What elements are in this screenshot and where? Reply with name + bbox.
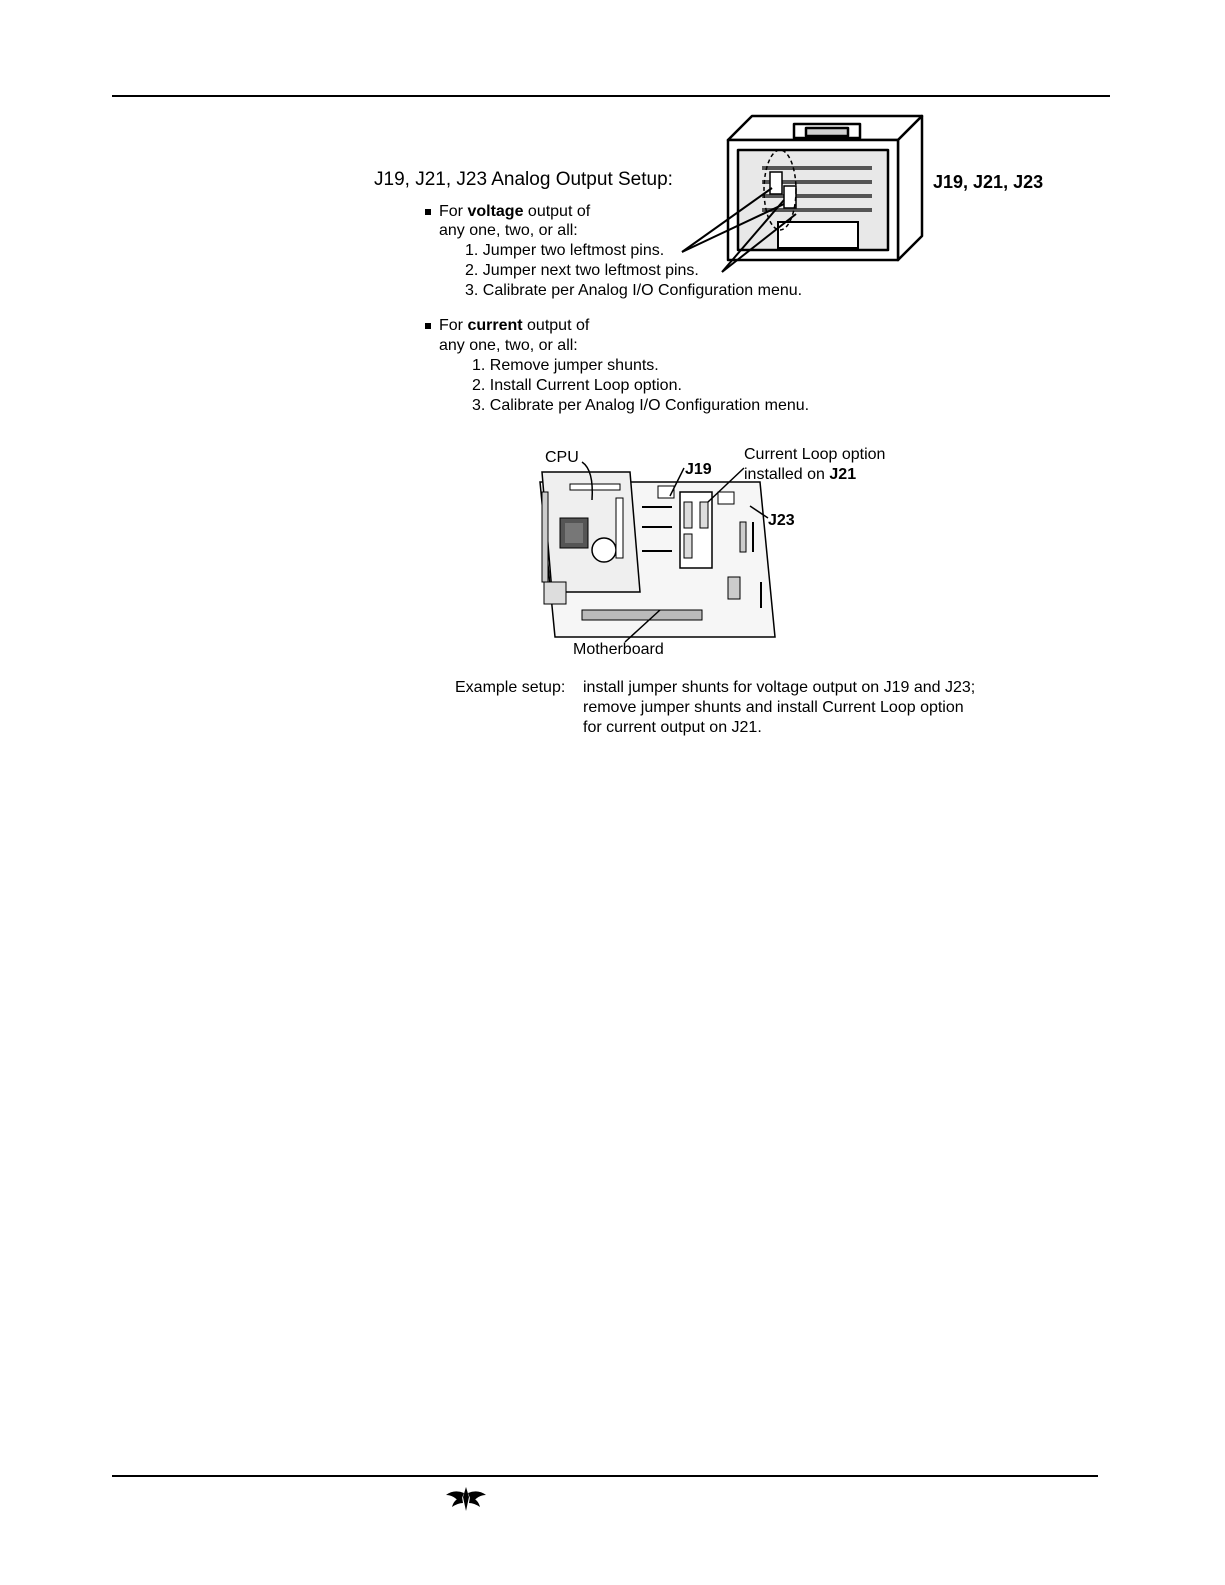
current-step: 1. Remove jumper shunts. [472,357,659,374]
teledyne-logo-icon [444,1483,488,1513]
voltage-keyword: voltage [467,203,524,220]
current-keyword: current [467,317,523,334]
current-prefix: For [439,317,468,334]
cpu-label: CPU [545,449,579,466]
caption-line2: remove jumper shunts and install Current Loop option [583,699,964,716]
voltage-prefix: For [439,203,468,220]
voltage-step: 3. Calibrate per Analog I/O Configuration menu. [465,282,803,299]
current-line2: any one, two, or all: [439,337,578,354]
j23-label: J23 [768,512,795,529]
caption-line3: for current output on J21. [583,719,762,736]
voltage-step: 1. Jumper two leftmost pins. [465,242,665,259]
current-step: 2. Install Current Loop option. [472,377,682,394]
current-loop-label-line2 [744,467,856,483]
connector-label: J19, J21, J23 [933,172,1044,192]
caption-line1: install jumper shunts for voltage output on J19 and J23; [583,679,976,696]
j19-label: J19 [685,461,712,478]
caption-label: Example setup: [455,679,566,696]
footer-rule [112,1475,1098,1477]
voltage-suffix: output of [523,203,591,220]
current-loop-label-line1: Current Loop option [744,446,886,463]
current-loop-prefix: installed on [744,466,830,483]
setup-title: J19, J21, J23 Analog Output Setup: [374,169,673,190]
current-loop-j21: J21 [829,466,857,483]
current-suffix: output of [522,317,590,334]
current-step: 3. Calibrate per Analog I/O Configuration menu. [472,397,810,414]
motherboard-label: Motherboard [573,641,664,658]
board-leader-lines [0,0,1225,700]
voltage-step: 2. Jumper next two leftmost pins. [465,262,699,279]
voltage-line2: any one, two, or all: [439,222,578,239]
